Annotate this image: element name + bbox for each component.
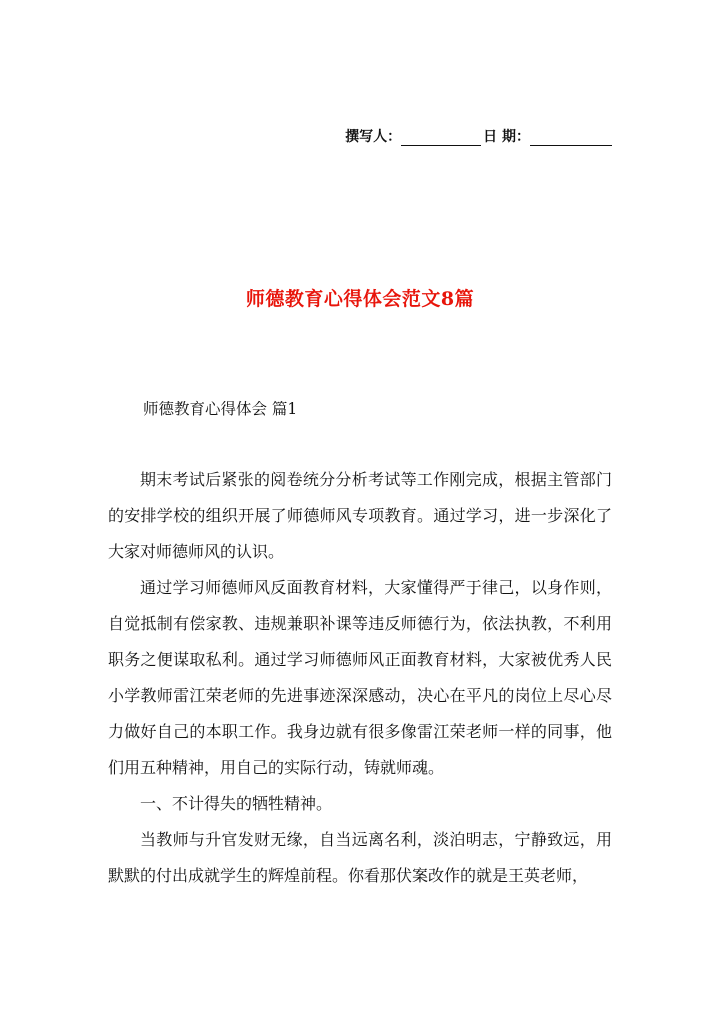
- date-label: 日 期：: [483, 129, 530, 145]
- author-date-line: [345, 126, 612, 146]
- paragraph: 通过学习师德师风反面教育材料，大家懂得严于律己，以身作则，自觉抵制有偿家教、违规兼职补课等违反师德行为，依法执教，不利用职务之便谋取私利。通过学习师德师风正面教育材料，大家被优秀人民小学教师雷江荣老师的先进事迹深深感动，决心在平凡的岗位上尽心尽力做好自己的本职工作。我身边就有很多像雷江荣老师一样的同事，他们用五种精神，用自己的实际行动，铸就师魂。: [108, 578, 612, 777]
- date-blank: [530, 130, 612, 146]
- author-label: 撰写人：: [345, 129, 402, 145]
- author-blank: [401, 130, 481, 146]
- document-subtitle: 师德教育心得体会 篇1: [143, 400, 298, 418]
- paragraph: 一、不计得失的牺牲精神。: [140, 794, 333, 813]
- paragraph: 期末考试后紧张的阅卷统分分析考试等工作刚完成，根据主管部门的安排学校的组织开展了师德师风专项教育。通过学习，进一步深化了大家对师德师风的认识。: [108, 470, 612, 561]
- document-body: [108, 462, 612, 894]
- paragraph: 当教师与升官发财无缘，自当远离名利，淡泊明志，宁静致远，用默默的付出成就学生的辉煌前程。你看那伏案改作的就是王英老师，: [108, 830, 612, 885]
- document-title: 师德教育心得体会范文8篇: [245, 288, 475, 310]
